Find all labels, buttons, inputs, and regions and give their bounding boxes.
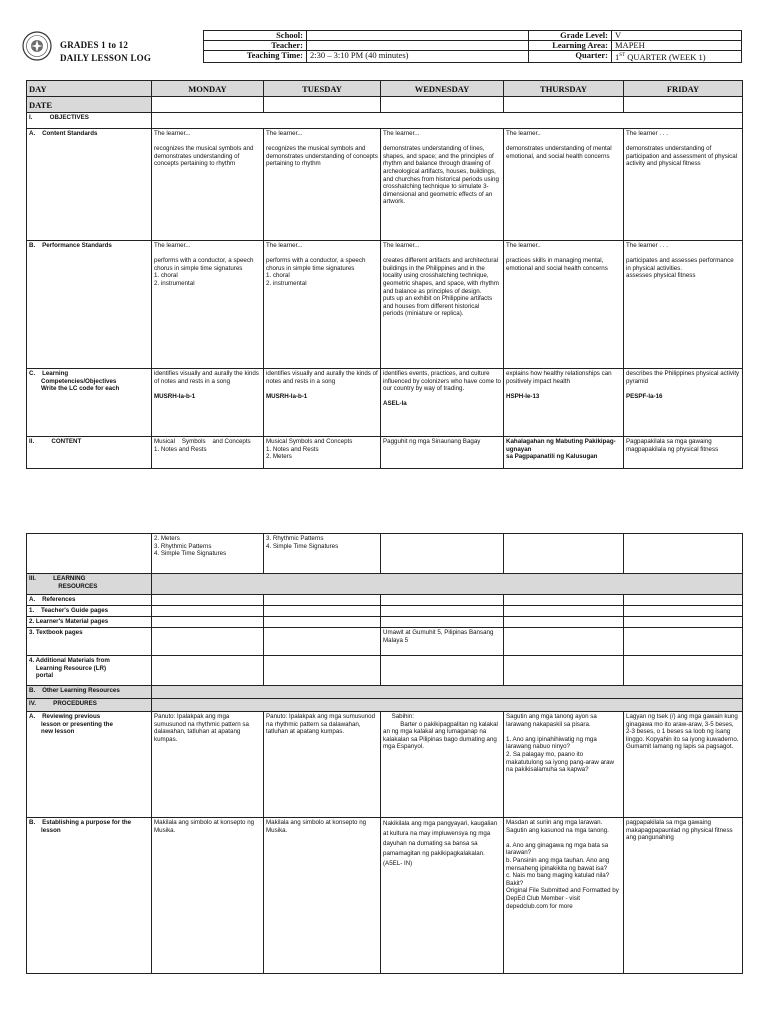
form-title-line1: GRADES 1 to 12 [60,40,129,50]
learners-material-label: 2. Learner's Material pages [27,617,152,628]
learning-area-label: Learning Area: [529,41,612,51]
reviewing-label: A. Reviewing previous lesson or presenting the new lesson [27,712,152,818]
reviewing-wednesday: Sabihin: Barter o pakikipagpalitan ng kalakal an ng mga kalakal ang lumaganap na kalakalan sa Pilipinas bago dumating ang mga Espanyol. [381,712,504,818]
competency-wednesday: identifies events, practices, and culture influenced by colonizers who have come to our country by way of trading. ASEL-Ia [381,369,504,437]
competency-tuesday: identifies visually and aurally the kinds of notes and rests in a song MUSRH-Ia-b-1 [264,369,381,437]
day-label: DAY [27,81,152,97]
additional-materials-label: 4. Additional Materials from Learning Resource (LR) portal [27,656,152,686]
references-label: A. References [27,595,152,606]
day-monday: MONDAY [152,81,264,97]
day-tuesday: TUESDAY [264,81,381,97]
lesson-log-table-page1 [26,80,743,469]
performance-standard-friday: The learner . . . participates and assesses performance in physical activities. assesses physical fitness [624,241,743,369]
lesson-log-table-page2 [26,533,743,974]
deped-seal-icon [22,31,52,61]
learning-resources-label: III. LEARNING RESOURCES [27,574,152,595]
performance-standard-monday: The learner... performs with a conductor, a speech chorus in simple time signatures 1. choral 2. instrumental [152,241,264,369]
content-friday: Pagpapakilala sa mga gawaing magpapakilala ng physical fitness [624,437,743,469]
content-standards-label: A. Content Standards [27,129,152,241]
performance-standard-tuesday: The learner... performs with a conductor, a speech chorus in simple time signatures 1. choral 2. instrumental [264,241,381,369]
teacher-label: Teacher: [204,41,307,51]
content-standard-tuesday: The learner... recognizes the musical symbols and demonstrates understanding of concepts pertaining to rhythm [264,129,381,241]
teaching-time-label: Teaching Time: [204,51,307,63]
textbook-wednesday: Umawit at Gumuhit 5, Pilipinas Bansang Malaya 5 [381,628,504,656]
teachers-guide-label: 1. Teacher's Guide pages [27,606,152,617]
performance-standard-thursday: The learner.. practices skills in managing mental, emotional and social health concerns [504,241,624,369]
content-standard-friday: The learner . . . demonstrates understanding of participation and assessment of physical activity and physical fitness [624,129,743,241]
school-label: School: [204,31,307,41]
content-cont-monday: 2. Meters 3. Rhythmic Patterns 4. Simple Time Signatures [152,534,264,574]
grade-level-label: Grade Level: [529,31,612,41]
day-thursday: THURSDAY [504,81,624,97]
objectives-label: I. OBJECTIVES [27,113,152,129]
reviewing-monday: Panuto: Ipalakpak ang mga sumusunod na rhythmic pattern sa dalawahan, tatluhan at apatang kumpas. [152,712,264,818]
quarter-label: Quarter: [529,51,612,63]
content-standard-thursday: The learner.. demonstrates understanding of mental emotional, and social health concerns [504,129,624,241]
content-wednesday: Pagguhit ng mga Sinaunang Bagay [381,437,504,469]
teacher-value [307,41,529,51]
reviewing-friday: Lagyan ng tsek (/) ang mga gawain kung ginagawa mo ito araw-araw, 3-5 beses, 2-3 beses, o 1 beses sa loob ng isang linggo. Kopyahin ito sa iyong kuwaderno. Gumamit lamang ng lapis sa pagsagot. [624,712,743,818]
school-value [307,31,529,41]
content-tuesday: Musical Symbols and Concepts 1. Notes and Rests 2. Meters [264,437,381,469]
content-standard-wednesday: The learner... demonstrates understanding of lines, shapes, and space; and the principles of rhythm and balance through drawing of archeological artifacts, houses, buildings, and churches from historical periods using crosshatching technique to simulate 3-dimensional and geometric effects of an artwork. [381,129,504,241]
reviewing-thursday: Sagutin ang mga tanong ayon sa larawang nakapaskil sa pisara. 1. Ano ang ipinahihiwatig ng mga larawang nabuo ninyo? 2. Sa palagay mo, paano ito makatutulong sa iyong pang-araw araw na pakikisalamuha sa kapwa? [504,712,624,818]
quarter-value: 1ST QUARTER (WEEK 1) [612,51,742,63]
day-wednesday: WEDNESDAY [381,81,504,97]
content-standard-monday: The learner... recognizes the musical symbols and demonstrates understanding of concepts pertaining to rhythm [152,129,264,241]
form-title-line2: DAILY LESSON LOG [60,53,152,63]
teaching-time-value: 2:30 – 3:10 PM (40 minutes) [307,51,529,63]
purpose-label: B. Establishing a purpose for the lesson [27,818,152,974]
content-monday: Musical Symbols and Concepts 1. Notes and Rests [152,437,264,469]
header-info-table [203,30,742,63]
purpose-thursday: Masdan at suriin ang mga larawan. Sagutin ang kasunod na mga tanong. a. Ano ang ginagawa ng mga bata sa larawan? b. Pansinin ang mga tauhan. Ano ang mensaheng ipinakikita ng bawat isa? c. Nais mo bang maging katulad nila? Bakit? Original File Submitted and Formatted by DepEd Club Member - visit depedclub.com for more [504,818,624,974]
competencies-label: C. Learning Competencies/Objectives Write the LC code for each [27,369,152,437]
competency-thursday: explains how healthy relationships can positively impact health HSPH-Ie-13 [504,369,624,437]
grade-level-value: V [612,31,742,41]
performance-standard-wednesday: The learner... creates different artifacts and architectural buildings in the Philippines and in the locality using crosshatching technique, geometric shapes, and space, with rhythm and balance as principles of design. puts up an exhibit on Philippine artifacts and houses from different historical periods (miniature or replica). [381,241,504,369]
content-cont-tuesday: 3. Rhythmic Patterns 4. Simple Time Signatures [264,534,381,574]
textbook-label: 3. Textbook pages [27,628,152,656]
day-friday: FRIDAY [624,81,743,97]
purpose-tuesday: Makilala ang simbolo at konsepto ng Musika. [264,818,381,974]
procedures-label: IV. PROCEDURES [27,699,152,712]
competency-monday: identifies visually and aurally the kinds of notes and rests in a song MUSRH-Ia-b-1 [152,369,264,437]
content-thursday: Kahalagahan ng Mabuting Pakikipag-ugnayan sa Pagpapanatili ng Kalusugan [504,437,624,469]
competency-friday: describes the Philippines physical activity pyramid PESPF-Ia-16 [624,369,743,437]
learning-area-value: MAPEH [612,41,742,51]
performance-standards-label: B. Performance Standards [27,241,152,369]
other-resources-label: B. Other Learning Resources [27,686,152,699]
date-label: DATE [27,97,152,113]
purpose-friday: pagpapakilala sa mga gawaing makapagpapaunlad ng physical fitness ang pangunahing [624,818,743,974]
reviewing-tuesday: Panuto: Ipalakpak ang mga sumusunod na rhythmic pattern sa dalawahan, tatluhan at apatang kumpas. [264,712,381,818]
purpose-wednesday: Nakikilala ang mga pangyayari, kaugalian at kultura na may impluwensya ng mga dayuhan na dumating sa bansa sa pamamagitan ng pakikipagkalakalan. (A5EL- IN) [381,818,504,974]
content-label: II. CONTENT [27,437,152,469]
purpose-monday: Makilala ang simbolo at konsepto ng Musika. [152,818,264,974]
